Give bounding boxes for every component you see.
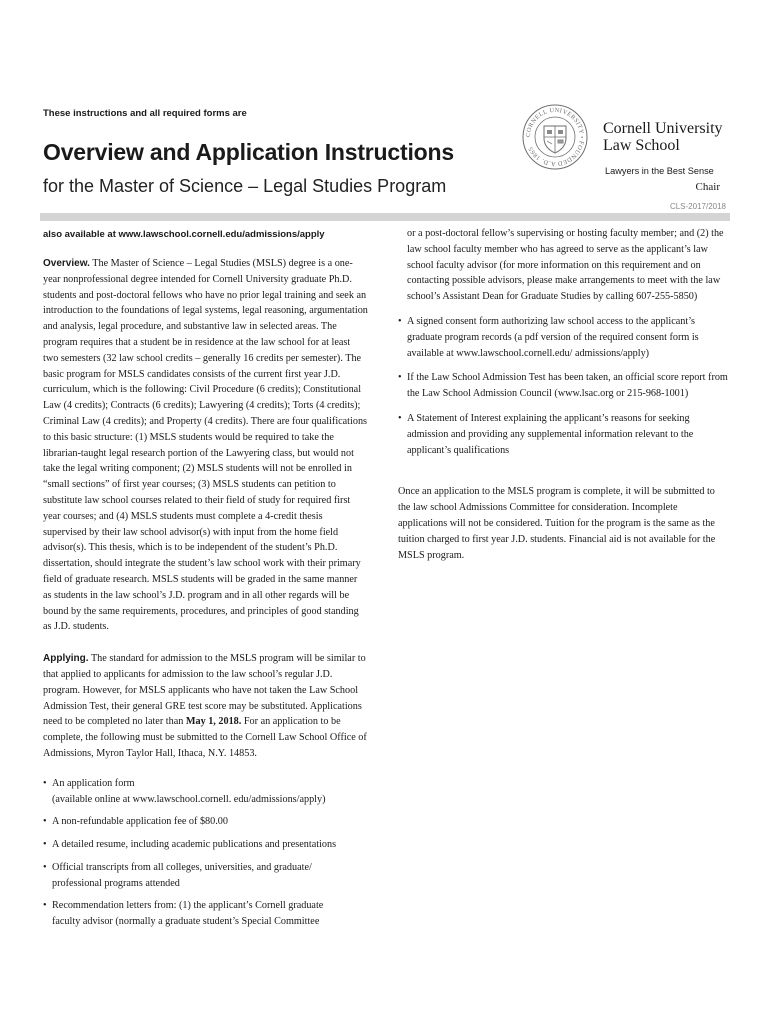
seal-text: CORNELL UNIVERSITY • FOUNDED A.D. 1865: [524, 106, 586, 168]
list-item: • A signed consent form authorizing law school access to the applicant’s graduate program records (a pdf version of the required consent form is available at www.lawschool.cornell.edu/ admissions/apply): [398, 315, 699, 359]
list-item-text: A detailed resume, including academic publications and presentations: [52, 839, 337, 851]
list-item: • A Statement of Interest explaining the applicant’s reasons for seeking admission and providing any supplemental information relevant to the applicant’s qualifications: [398, 412, 694, 456]
list-item: • Official transcripts from all colleges, universities, and graduate/ professional programs attended: [43, 861, 312, 889]
chair-label: Chair: [695, 181, 720, 193]
university-name-line2: Law School: [603, 137, 680, 154]
university-name: [603, 120, 723, 154]
list-item-text: (available online at www.lawschool.cornell. edu/admissions/apply): [52, 793, 326, 805]
tagline: Lawyers in the Best Sense: [605, 166, 714, 176]
overview-text: The Master of Science – Legal Studies (MSLS) degree is a one-year nonprofessional degree intended for Cornell University graduate Ph.D. students and post-doctoral fellows who have no prior legal training and seek an introduction to the foundations of legal systems, legal reasoning, argumentation and analysis, legal procedure, and substantive law in selected areas. The program requires that a student be in residence at the law school for at least two semesters (32 law school credits – generally 16 credits per semester). The basic program for MSLS candidates consists of the current first year J.D. curriculum, which is the following: Civil Procedure (6 credits); Constitutional Law (4 credits); Contracts (6 credits); Lawyering (4 credits); Torts (4 credits); Criminal Law (4 credits); and Property (4 credits). There are four qualifications to this basic structure: (1) MSLS students would be required to take the librarian-taught legal research portion of the Lawyering class, but would not take the legal writing component; (2) MSLS students will not be enrolled in “small sections” of first year courses; (3) MSLS students can petition to substitute law school courses related to their field of study for required first year courses; and (4) MSLS students must complete a 4-credit thesis supervised by their law school advisor(s) with input from the home field advisor(s). This thesis, which is to be independent of the student’s Ph.D. dissertation, should integrate the student’s law school work with their primary field of graduate research. MSLS students will be graded in the same manner as students in the law school’s J.D. program and in all other regards will be bound by the same requirements, procedures, and principles of good standing as J.D. students.: [43, 258, 368, 633]
header-divider: [40, 213, 730, 221]
closing-paragraph: Once an application to the MSLS program is complete, it will be submitted to the law school Admissions Committee for consideration. Incomplete applications will not be considered. Tuition for the program is the same as the tuition charged to first year J.D. students. Financial aid is not available for the MSLS program.: [398, 486, 716, 561]
list-item-text: A signed consent form authorizing law school access to the applicant’s graduate program records (a pdf version of the required consent form is available at www.lawschool.cornell.edu/ admissions/apply): [407, 315, 699, 359]
list-item-text: Recommendation letters from: (1) the applicant’s Cornell graduate: [52, 900, 324, 912]
list-item-text: If the Law School Admission Test has been taken, an official score report from the Law School Admission Council (www.lsac.org or 215-968-1001): [407, 372, 728, 400]
top-note: These instructions and all required forms are: [43, 108, 247, 119]
list-item: • A detailed resume, including academic publications and presentations: [43, 839, 337, 851]
applying-deadline: May 1, 2018.: [185, 716, 242, 728]
list-item: • A non-refundable application fee of $80.00: [43, 816, 228, 828]
seal-graphic: [522, 104, 588, 170]
university-seal: [522, 104, 588, 170]
list-item-text: An application form: [52, 777, 135, 789]
applying-text-1: The standard for admission to the MSLS program will be similar to that applied to applicants for admission to the law school’s regular J.D. program. However, for MSLS applicants who have not taken the Law School Admission Test, their general GRE test score may be substituted. Applications need to be completed no later than: [43, 653, 366, 728]
list-item-text: Official transcripts from all colleges, universities, and graduate/: [52, 861, 312, 873]
overview-paragraph: [43, 256, 368, 635]
list-item: • An application form (available online at www.lawschool.cornell. edu/admissions/apply): [43, 777, 326, 805]
list-item: • Recommendation letters from: (1) the applicant’s Cornell graduate faculty advisor (normally a graduate student’s Special Committee: [43, 900, 324, 928]
required-items-list: [43, 776, 368, 930]
list-item-text: A Statement of Interest explaining the applicant’s reasons for seeking admission and providing any supplemental information relevant to the applicant’s qualifications: [407, 412, 694, 456]
required-items-list-continued: [398, 314, 728, 458]
university-name-line1: Cornell University: [603, 120, 723, 137]
left-column: [43, 226, 368, 930]
availability-note: also available at www.lawschool.cornell.edu/admissions/apply: [43, 229, 325, 240]
right-column: [398, 226, 728, 563]
list-item-text: professional programs attended: [52, 877, 180, 889]
list-item-text: faculty advisor (normally a graduate student’s Special Committee: [52, 916, 320, 928]
overview-heading: Overview.: [43, 258, 90, 269]
page-subtitle: for the Master of Science – Legal Studies Program: [43, 176, 447, 196]
applying-paragraph: [43, 651, 368, 762]
continuation-paragraph: or a post-doctoral fellow’s supervising or hosting faculty member; and (2) the law school faculty member who has agreed to serve as the applicant’s law school faculty advisor (for more information on this requirement and on contacting possible advisors, please make arrangements to meet with the law school’s Assistant Dean for Graduate Studies by calling 607-255-5850): [407, 228, 724, 303]
page-title: Overview and Application Instructions: [43, 139, 454, 165]
applying-text-2: For an application to be complete, the following must be submitted to the Cornell Law School Office of Admissions, Myron Taylor Hall, Ithaca, N.Y. 14853.: [43, 716, 367, 759]
applying-heading: Applying.: [43, 653, 89, 665]
list-item: • If the Law School Admission Test has been taken, an official score report from the Law School Admission Council (www.lsac.org or 215-968-1001): [398, 372, 728, 400]
document-code: CLS-2017/2018: [669, 202, 726, 211]
list-item-text: A non-refundable application fee of $80.00: [52, 816, 228, 828]
